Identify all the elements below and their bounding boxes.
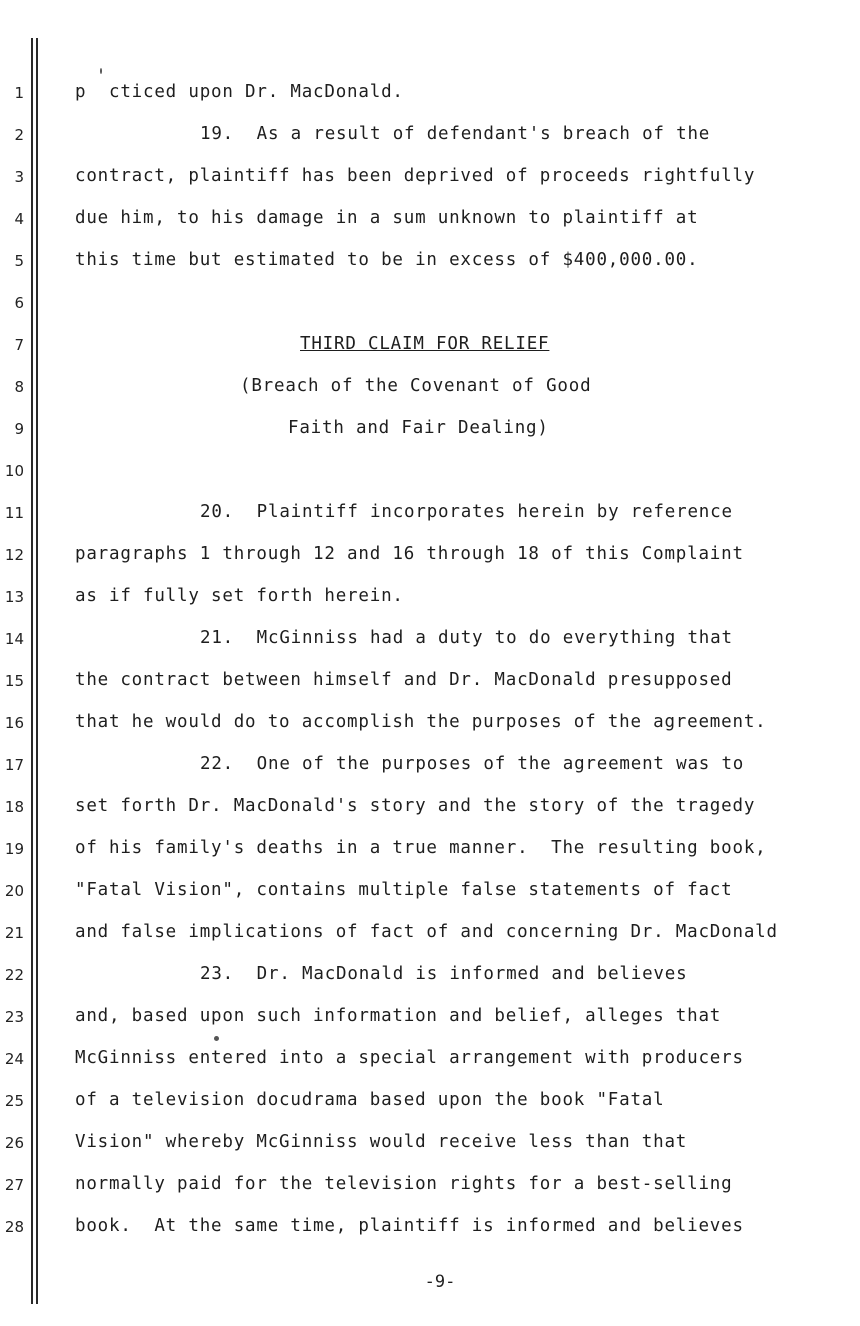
line-number: 25 (4, 1092, 24, 1110)
page-number: -9- (424, 1272, 456, 1292)
line-number: 16 (4, 714, 24, 732)
line-number: 17 (4, 756, 24, 774)
section-subtitle-line-1: (Breach of the Covenant of Good (240, 376, 592, 396)
text-line-23: and, based upon such information and belief, alleges that (75, 1006, 722, 1026)
scan-speck (100, 68, 102, 74)
line-number: 21 (4, 924, 24, 942)
paragraph-19-line: 19. As a result of defendant's breach of the (200, 124, 711, 144)
text-line-24: McGinniss entered into a special arrangement with producers (75, 1048, 744, 1068)
text-line-21: and false implications of fact of and concerning Dr. MacDonald (75, 922, 778, 942)
line-number: 6 (14, 294, 24, 312)
paragraph-23-line: 23. Dr. MacDonald is informed and believes (200, 964, 688, 984)
line-number: 15 (4, 672, 24, 690)
text-line-18: set forth Dr. MacDonald's story and the story of the tragedy (75, 796, 756, 816)
scan-speck (214, 1036, 219, 1041)
line-number: 2 (14, 126, 24, 144)
margin-rule-left (31, 38, 33, 1304)
text-line-19: of his family's deaths in a true manner. The resulting book, (75, 838, 767, 858)
paragraph-20-line: 20. Plaintiff incorporates herein by reference (200, 502, 733, 522)
line-number: 12 (4, 546, 24, 564)
section-subtitle-line-2: Faith and Fair Dealing) (288, 418, 549, 438)
line-number: 9 (14, 420, 24, 438)
line-number: 5 (14, 252, 24, 270)
line-number: 7 (14, 336, 24, 354)
paragraph-22-line: 22. One of the purposes of the agreement was to (200, 754, 745, 774)
line-number: 3 (14, 168, 24, 186)
text-line-15: the contract between himself and Dr. MacDonald presupposed (75, 670, 733, 690)
line-number: 4 (14, 210, 24, 228)
text-line-13: as if fully set forth herein. (75, 586, 404, 606)
line-number: 22 (4, 966, 24, 984)
text-line-16: that he would do to accomplish the purposes of the agreement. (75, 712, 767, 732)
line-number: 10 (4, 462, 24, 480)
section-heading: THIRD CLAIM FOR RELIEF (300, 334, 550, 354)
line-number: 20 (4, 882, 24, 900)
line-number: 26 (4, 1134, 24, 1152)
line-number: 19 (4, 840, 24, 858)
text-line-26: Vision" whereby McGinniss would receive less than that (75, 1132, 688, 1152)
line-number: 28 (4, 1218, 24, 1236)
paragraph-21-line: 21. McGinniss had a duty to do everything that (200, 628, 733, 648)
text-line-12: paragraphs 1 through 12 and 16 through 18 of this Complaint (75, 544, 744, 564)
line-number: 13 (4, 588, 24, 606)
text-line-20: "Fatal Vision", contains multiple false statements of fact (75, 880, 733, 900)
text-line-3: contract, plaintiff has been deprived of proceeds rightfully (75, 166, 756, 186)
line-number: 24 (4, 1050, 24, 1068)
text-line-5: this time but estimated to be in excess of $400,000.00. (75, 250, 699, 270)
line-number: 23 (4, 1008, 24, 1026)
text-line-28: book. At the same time, plaintiff is informed and believes (75, 1216, 744, 1236)
text-line-4: due him, to his damage in a sum unknown to plaintiff at (75, 208, 699, 228)
text-line-25: of a television docudrama based upon the book "Fatal (75, 1090, 665, 1110)
line-number: 14 (4, 630, 24, 648)
line-number: 27 (4, 1176, 24, 1194)
line-number: 1 (14, 84, 24, 102)
line-number: 8 (14, 378, 24, 396)
margin-rule-right (36, 38, 38, 1304)
line-number: 11 (4, 504, 24, 522)
line-number: 18 (4, 798, 24, 816)
text-line-1: p cticed upon Dr. MacDonald. (75, 82, 404, 102)
text-line-27: normally paid for the television rights for a best-selling (75, 1174, 733, 1194)
